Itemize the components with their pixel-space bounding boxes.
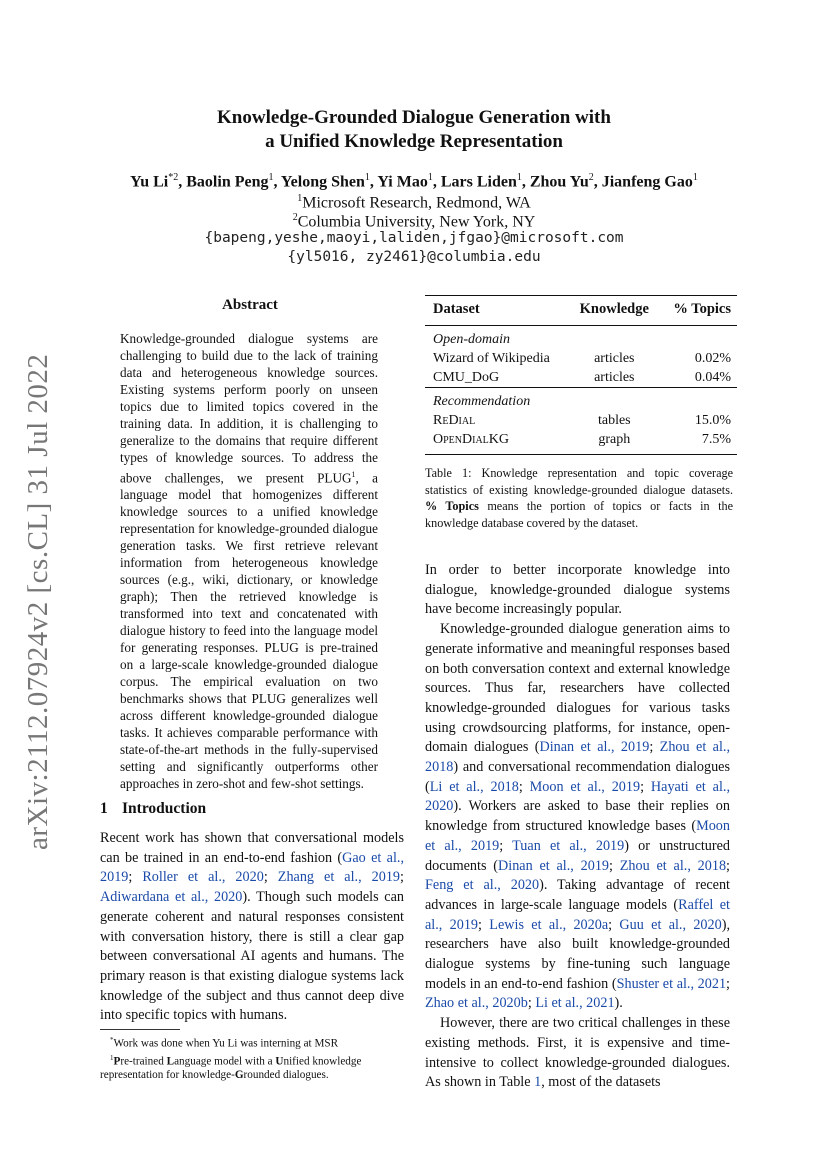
- cell-knowledge: graph: [568, 430, 659, 455]
- citation-link[interactable]: Lewis et al., 2020a: [489, 916, 609, 933]
- cell-topics: 0.04%: [694, 370, 731, 385]
- text-run: re-trained: [120, 1055, 167, 1068]
- header-knowledge: Knowledge: [568, 296, 659, 326]
- author-separator: ,: [521, 173, 530, 191]
- table-row: [425, 430, 737, 455]
- text-run: ;: [128, 869, 143, 886]
- text-run: ;: [400, 869, 404, 886]
- text-run: ), researchers have also built knowledge-grounded dialogue systems by fine-tuning such language models in an end-to-end fashion (: [425, 916, 730, 992]
- author-affiliation-mark: 1: [268, 172, 274, 183]
- text-run: nified knowledge representation for knowledge-: [100, 1055, 362, 1082]
- table-group-row: [425, 326, 737, 350]
- text-run: ).: [614, 995, 623, 1012]
- cell-knowledge: articles: [594, 370, 635, 385]
- text-run: ;: [640, 778, 651, 795]
- citation-link[interactable]: Shuster et al., 2021: [616, 975, 727, 992]
- text-run: In order to better incorporate knowledge into dialogue, knowledge-grounded dialogue systems have become increasingly popular.: [425, 562, 730, 618]
- text-run: rounded dialogues.: [243, 1069, 329, 1082]
- table-row: [425, 349, 737, 368]
- text-run: ) and conversational recommendation dialogues (: [425, 759, 730, 795]
- text-run: Recent work has shown that conversational models can be trained in an end-to-end fashion (: [100, 830, 404, 866]
- author-affiliation-mark: *2: [168, 172, 179, 183]
- dataset-table: [425, 295, 737, 455]
- author-separator: ,: [369, 173, 378, 191]
- cell-topics: 15.0%: [694, 413, 731, 428]
- author-affiliation-mark: 2: [588, 172, 594, 183]
- text-run: anguage model with a: [174, 1055, 276, 1068]
- text-run: ). Workers are asked to base their replies on knowledge from structured knowledge bases (: [425, 798, 730, 835]
- citation-link[interactable]: Tuan et al., 2019: [512, 837, 625, 854]
- author-affiliation-mark: 1: [364, 172, 370, 183]
- text-run: ). Though such models can generate coherent and natural responses consistent with conversation history, there is still a clear gap between conversational AI agents and humans. The primary reason is that existing dialogue systems lack knowledge of the subject and thus cannot deep dive into specific topics with humans.: [100, 889, 404, 1024]
- header-topics: % Topics: [659, 296, 737, 326]
- footnotes: [100, 1033, 404, 1082]
- title-line-1: Knowledge-Grounded Dialogue Generation with: [217, 107, 611, 128]
- text-run: ) or unstructured documents (: [425, 837, 731, 874]
- author-separator: ,: [432, 173, 441, 191]
- header-dataset: Dataset: [425, 296, 568, 326]
- citation-link[interactable]: Hayati et al., 2020: [425, 778, 731, 815]
- footnote-rule: [100, 1029, 180, 1030]
- affiliation-2: $^2$Columbia University, New York, NY: [292, 212, 536, 231]
- text-run: ;: [499, 837, 513, 854]
- citation-link[interactable]: Moon et al., 2019: [529, 778, 641, 795]
- citation-link[interactable]: Adiwardana et al., 2020: [100, 889, 243, 906]
- text-run: ;: [649, 739, 660, 756]
- email-microsoft: {bapeng,yeshe,maoyi,laliden,jfgao}@microsoft.com: [204, 230, 624, 246]
- citation-link[interactable]: Dinan et al., 2019: [498, 857, 610, 874]
- intro-right-paragraph: [425, 561, 730, 620]
- citation-link[interactable]: Roller et al., 2020: [142, 869, 264, 886]
- text-run: However, there are two critical challenges in these existing methods. First, it is expensive and time-intensive to collect knowledge-grounded dialogues. As shown in Table: [425, 1015, 730, 1091]
- intro-right-column: [425, 561, 730, 1093]
- bold-initial: L: [166, 1055, 175, 1068]
- group-label: Recommendation: [425, 388, 737, 412]
- table-group-row: [425, 388, 737, 412]
- citation-link[interactable]: Feng et al., 2020: [425, 877, 540, 894]
- citation-link[interactable]: Li et al., 2018: [429, 778, 519, 795]
- footnote-mark: 1: [110, 1053, 114, 1062]
- paper-title: [100, 106, 728, 154]
- footnote-star: *Work was done when Yu Li was interning at MSR: [110, 1036, 339, 1050]
- intro-left-paragraph: [100, 829, 404, 1026]
- author-name: Zhou Yu: [529, 173, 589, 191]
- bold-initial: P: [113, 1055, 121, 1068]
- text-run: ;: [726, 975, 730, 992]
- author-separator: ,: [178, 173, 187, 191]
- citation-link[interactable]: Zhou et al., 2018: [425, 739, 730, 776]
- abstract-heading: Abstract: [222, 297, 278, 313]
- author-separator: ,: [273, 173, 281, 191]
- author-name: Lars Liden: [440, 173, 517, 191]
- citation-link[interactable]: Zhang et al., 2019: [277, 869, 401, 886]
- author-name: Jianfeng Gao: [601, 173, 693, 191]
- citation-link[interactable]: Guu et al., 2020: [619, 916, 722, 933]
- bold-initial: U: [275, 1055, 284, 1068]
- text-run: , most of the datasets: [541, 1074, 661, 1091]
- author-affiliation-mark: 1: [427, 172, 433, 183]
- citation-link[interactable]: Zhao et al., 2020b: [425, 995, 528, 1012]
- table-row: [425, 411, 737, 430]
- cell-topics: 0.02%: [694, 351, 731, 366]
- citation-link[interactable]: Raffel et al., 2019: [425, 896, 730, 933]
- author-affiliation-mark: 1: [516, 172, 522, 183]
- cell-knowledge: tables: [597, 413, 631, 428]
- author-name: Yu Li: [130, 173, 169, 191]
- title-line-2: a Unified Knowledge Representation: [265, 131, 563, 152]
- cell-topics: 7.5%: [659, 430, 737, 455]
- author-name: Yelong Shen: [280, 173, 365, 191]
- author-affiliation-mark: 1: [692, 172, 698, 183]
- author-separator: ,: [593, 173, 602, 191]
- cell-dataset: OpenDialKG: [425, 430, 568, 455]
- text-run: ;: [263, 869, 278, 886]
- footnote-one: [100, 1051, 404, 1083]
- citation-link[interactable]: Li et al., 2021: [535, 995, 615, 1012]
- intro-right-paragraph: [425, 620, 730, 1014]
- citation-link[interactable]: Zhou et al., 2018: [619, 857, 727, 874]
- text-run: ;: [726, 857, 730, 874]
- cell-dataset: CMU_DoG: [433, 370, 500, 385]
- group-label: Open-domain: [433, 332, 510, 347]
- cell-dataset: ReDial: [433, 413, 476, 428]
- arxiv-identifier: arXiv:2112.07924v2 [cs.CL] 31 Jul 2022: [22, 353, 54, 850]
- text-run: ;: [608, 916, 620, 933]
- text-run: ). Taking advantage of recent advances in large-scale language models (: [425, 877, 730, 913]
- author-name: Baolin Peng: [186, 173, 269, 191]
- text-run: ;: [518, 778, 530, 795]
- section-heading-introduction: 1 Introduction: [100, 800, 207, 817]
- affiliation-1: $^1$Microsoft Research, Redmond, WA: [297, 193, 531, 212]
- intro-right-paragraph: [425, 1014, 730, 1093]
- table-row: [425, 368, 737, 388]
- author-name: Yi Mao: [377, 173, 428, 191]
- cell-dataset: Wizard of Wikipedia: [433, 351, 550, 366]
- text-run: ;: [609, 857, 620, 874]
- text-run: ;: [527, 995, 536, 1012]
- email-columbia: {yl5016, zy2461}@columbia.edu: [287, 249, 541, 265]
- citation-link[interactable]: Moon et al., 2019: [425, 818, 730, 854]
- cell-knowledge: articles: [594, 351, 635, 366]
- citation-link[interactable]: Gao et al., 2019: [100, 849, 404, 886]
- bold-initial: G: [234, 1069, 244, 1082]
- abstract-text: Knowledge-grounded dialogue systems are challenging to build due to the lack of training data and heterogeneous knowledge sources. Existing systems perform poorly on unseen topics due to limited topics covered in the training data. In addition, it is challenging to generalize to the domains that require different types of knowledge sources. To address the above challenges, we present PLUG$^1$, a language model that homogenizes different knowledge sources to a unified knowledge representation for knowledge-grounded dialogue generation tasks. We first retrieve relevant information from heterogeneous knowledge sources (e.g., wiki, dictionary, or knowledge graph); Then the retrieved knowledge is transformed into text and concatenated with dialogue history to feed into the language model for generating responses. PLUG is pre-trained on a large-scale knowledge-grounded dialogue corpus. The empirical evaluation on two benchmarks shows that PLUG generalizes well across different knowledge-grounded dialogue tasks. It achieves comparable performance with state-of-the-art methods in the fully-supervised setting and significantly outperforms other approaches in zero-shot and few-shot settings.: [120, 331, 378, 792]
- text-run: ;: [478, 916, 490, 933]
- table-header-row: [425, 296, 737, 326]
- text-run: Knowledge-grounded dialogue generation aims to generate informative and meaningful responses based on both conversation context and external knowledge sources. Thus far, researchers have collected knowledge-grounded dialogues for various tasks using crowdsourcing platforms, for instance, open-domain dialogues (: [425, 621, 730, 756]
- table-caption: Table 1: Knowledge representation and topic coverage statistics of existing knowledge-grounded dialogue datasets. % Topics means the portion of topics or facts in the knowledge database covered by the dataset.: [425, 466, 734, 530]
- citation-link[interactable]: Dinan et al., 2019: [539, 739, 650, 756]
- citation-link[interactable]: 1: [534, 1074, 542, 1091]
